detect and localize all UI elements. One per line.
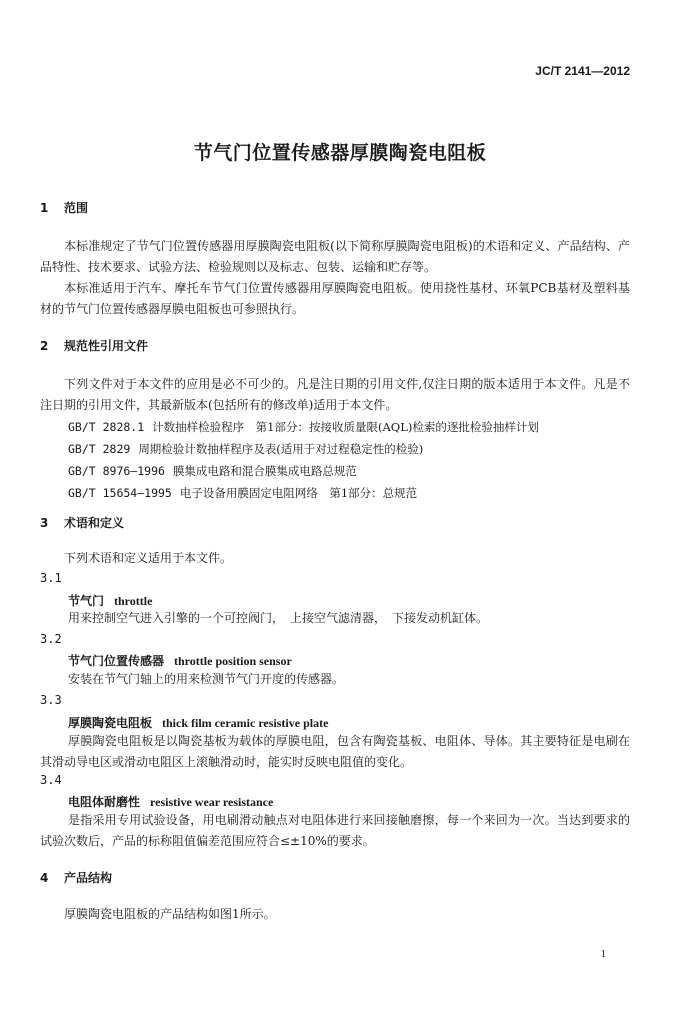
term-zh: 厚膜陶瓷电阻板 [68, 716, 153, 730]
section-1-paragraph-1: 本标准规定了节气门位置传感器用厚膜陶瓷电阻板(以下简称厚膜陶瓷电阻板)的术语和定义、产品结构、产品特性、技术要求、试验方法、检验规则以及标志、包装、运输和贮存等。 [40, 239, 630, 274]
section-number: 3 [40, 516, 49, 530]
section-4-paragraph: 厚膜陶瓷电阻板的产品结构如图1所示。 [64, 907, 276, 921]
term-definition: 是指采用专用试验设备，用电刷滑动触点对电阻体进行来回接触磨擦，每一个来回为一次。当达到要求的试验次数后，产品的标称阻值偏差范围应符合≤±10%的要求。 [40, 813, 630, 848]
reference-item [68, 463, 357, 479]
term-heading [68, 793, 273, 810]
reference-name: 计数抽样检验程序 第1部分：按接收质量限(AQL)检索的逐批检验抽样计划 [152, 420, 539, 434]
reference-item [68, 419, 539, 435]
term-en: resistive wear resistance [150, 795, 274, 809]
section-4-heading [40, 869, 112, 886]
term-heading [68, 714, 328, 731]
section-2-heading [40, 337, 148, 354]
section-1-heading [40, 199, 88, 216]
term-zh: 电阻体耐磨性 [68, 795, 141, 809]
term-en: throttle position sensor [174, 654, 292, 668]
reference-name: 电子设备用膜固定电阻网络 第1部分：总规范 [179, 486, 418, 500]
section-title: 产品结构 [64, 871, 113, 885]
reference-item [68, 441, 423, 457]
section-number: 1 [40, 201, 49, 215]
section-2-intro: 下列文件对于本文件的应用是必不可少的。凡是注日期的引用文件,仅注日期的版本适用于本文件。凡是不注日期的引用文件，其最新版本(包括所有的修改单)适用于本文件。 [40, 377, 630, 412]
reference-name: 周期检验计数抽样程序及表(适用于对过程稳定性的检验) [138, 442, 424, 456]
term-heading [68, 652, 292, 669]
term-en: thick film ceramic resistive plate [162, 716, 329, 730]
section-number: 2 [40, 339, 49, 353]
document-title: 节气门位置传感器厚膜陶瓷电阻板 [193, 142, 487, 164]
section-title: 规范性引用文件 [64, 339, 149, 353]
section-title: 术语和定义 [64, 516, 125, 530]
standard-code: JC/T 2141—2012 [535, 64, 630, 78]
section-title: 范围 [64, 201, 89, 215]
reference-code: GB/T 2829 [68, 442, 131, 456]
term-definition: 厚膜陶瓷电阻板是以陶瓷基板为载体的厚膜电阻，包含有陶瓷基板、电阻体、导体。其主要特征是电刷在其滑动导电区或滑动电阻区上滚触滑动时，能实时反映电阻值的变化。 [40, 734, 630, 769]
page-number: 1 [600, 948, 606, 960]
section-3-heading [40, 514, 124, 531]
section-number: 4 [40, 871, 49, 885]
reference-code: GB/T 15654—1995 [68, 486, 172, 500]
reference-code: GB/T 2828.1 [68, 420, 145, 434]
term-definition: 用来控制空气进入引擎的一个可控阀门， 上接空气滤清器， 下接发动机缸体。 [68, 611, 489, 625]
clause-number: 3.2 [40, 632, 62, 646]
reference-name: 膜集成电路和混合膜集成电路总规范 [172, 464, 357, 478]
term-definition: 安装在节气门轴上的用来检测节气门开度的传感器。 [68, 672, 345, 686]
section-1-paragraph-2: 本标准适用于汽车、摩托车节气门位置传感器用厚膜陶瓷电阻板。使用挠性基材、环氧PCB基材及塑料基材的节气门位置传感器厚膜电阻板也可参照执行。 [40, 281, 630, 316]
term-zh: 节气门 [68, 594, 105, 608]
term-zh: 节气门位置传感器 [68, 654, 165, 668]
term-en: throttle [114, 594, 153, 608]
reference-code: GB/T 8976—1996 [68, 464, 165, 478]
clause-number: 3.3 [40, 693, 62, 707]
reference-item [68, 485, 417, 501]
clause-number: 3.4 [40, 773, 62, 787]
clause-number: 3.1 [40, 571, 62, 585]
section-3-intro: 下列术语和定义适用于本文件。 [64, 551, 233, 565]
term-heading [68, 592, 152, 609]
